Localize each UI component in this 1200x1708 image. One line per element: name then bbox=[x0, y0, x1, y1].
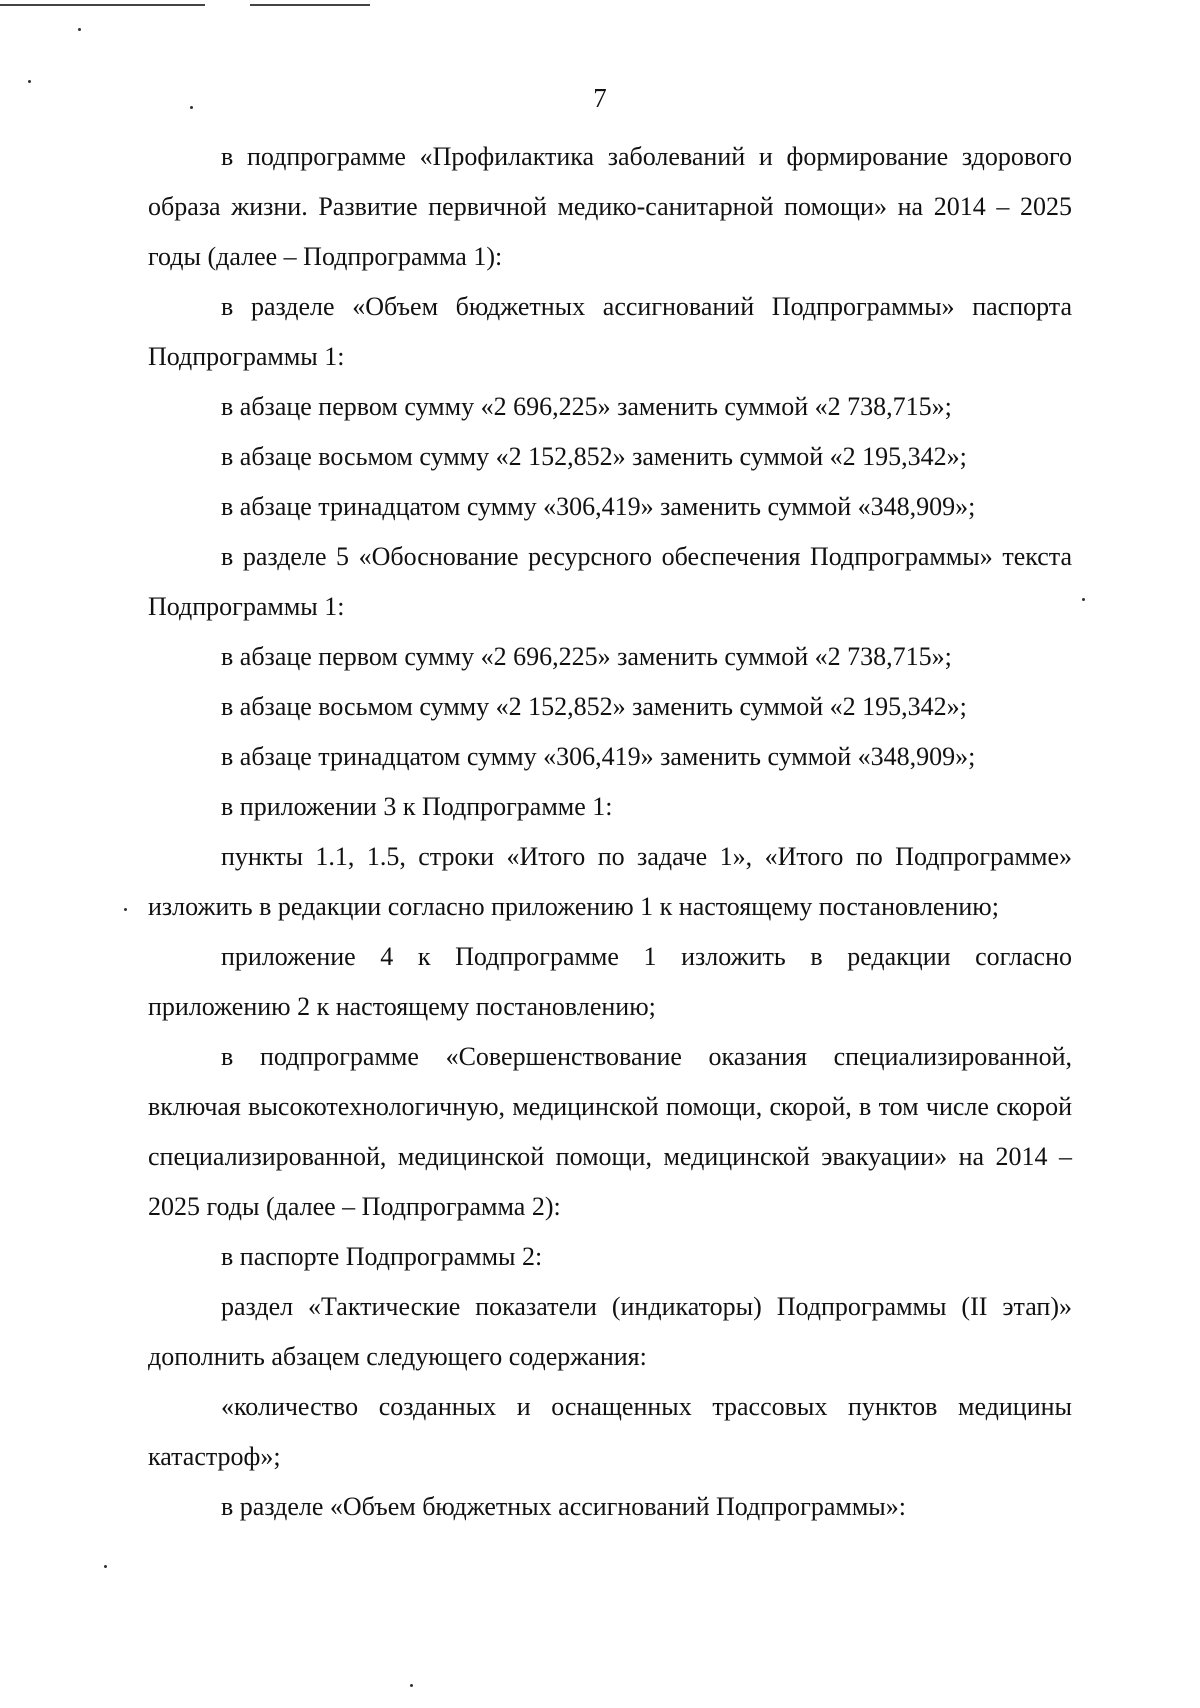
paragraph: в абзаце тринадцатом сумму «306,419» заменить суммой «348,909»; bbox=[221, 742, 976, 771]
paragraph: «количество созданных и оснащенных трассовых пунктов медицины катастроф»; bbox=[148, 1392, 1072, 1471]
paragraph: в подпрограмме «Совершенствование оказания специализированной, включая высокотехнологичную, медицинской помощи, скорой, в том числе скорой специализированной, медицинской помощи, медицинской эвакуации» на 2014 – 2025 годы (далее – Подпрограмма 2): bbox=[148, 1042, 1072, 1221]
paragraph: приложение 4 к Подпрограмме 1 изложить в редакции согласно приложению 2 к настоящему постановлению; bbox=[148, 942, 1072, 1021]
paragraph: в разделе 5 «Обоснование ресурсного обеспечения Подпрограммы» текста Подпрограммы 1: bbox=[148, 542, 1072, 621]
scan-speck bbox=[124, 908, 127, 911]
page-number: 7 bbox=[593, 83, 607, 113]
paragraph: в разделе «Объем бюджетных ассигнований Подпрограммы» паспорта Подпрограммы 1: bbox=[148, 292, 1072, 371]
scan-artifact-line bbox=[0, 4, 205, 6]
paragraph: в абзаце первом сумму «2 696,225» заменить суммой «2 738,715»; bbox=[221, 642, 952, 671]
scan-speck bbox=[78, 28, 81, 31]
paragraph: в абзаце тринадцатом сумму «306,419» заменить суммой «348,909»; bbox=[221, 492, 976, 521]
scan-speck bbox=[410, 1684, 413, 1687]
paragraph: пункты 1.1, 1.5, строки «Итого по задаче 1», «Итого по Подпрограмме» изложить в редакции согласно приложению 1 к настоящему постановлению; bbox=[148, 842, 1072, 921]
paragraph: в абзаце первом сумму «2 696,225» заменить суммой «2 738,715»; bbox=[221, 392, 952, 421]
scan-speck bbox=[104, 1565, 107, 1568]
paragraph: в абзаце восьмом сумму «2 152,852» заменить суммой «2 195,342»; bbox=[221, 692, 967, 721]
paragraph: раздел «Тактические показатели (индикаторы) Подпрограммы (II этап)» дополнить абзацем следующего содержания: bbox=[148, 1292, 1072, 1371]
document-body bbox=[148, 132, 1072, 1532]
scan-artifact-line bbox=[250, 4, 370, 6]
paragraph: в подпрограмме «Профилактика заболеваний и формирование здорового образа жизни. Развитие первичной медико-санитарной помощи» на 2014 – 2025 годы (далее – Подпрограмма 1): bbox=[148, 142, 1072, 271]
paragraph: в абзаце восьмом сумму «2 152,852» заменить суммой «2 195,342»; bbox=[221, 442, 967, 471]
paragraph: в паспорте Подпрограммы 2: bbox=[221, 1242, 543, 1271]
paragraph: в разделе «Объем бюджетных ассигнований Подпрограммы»: bbox=[221, 1492, 906, 1521]
paragraph: в приложении 3 к Подпрограмме 1: bbox=[221, 792, 613, 821]
scan-speck bbox=[1082, 598, 1085, 601]
